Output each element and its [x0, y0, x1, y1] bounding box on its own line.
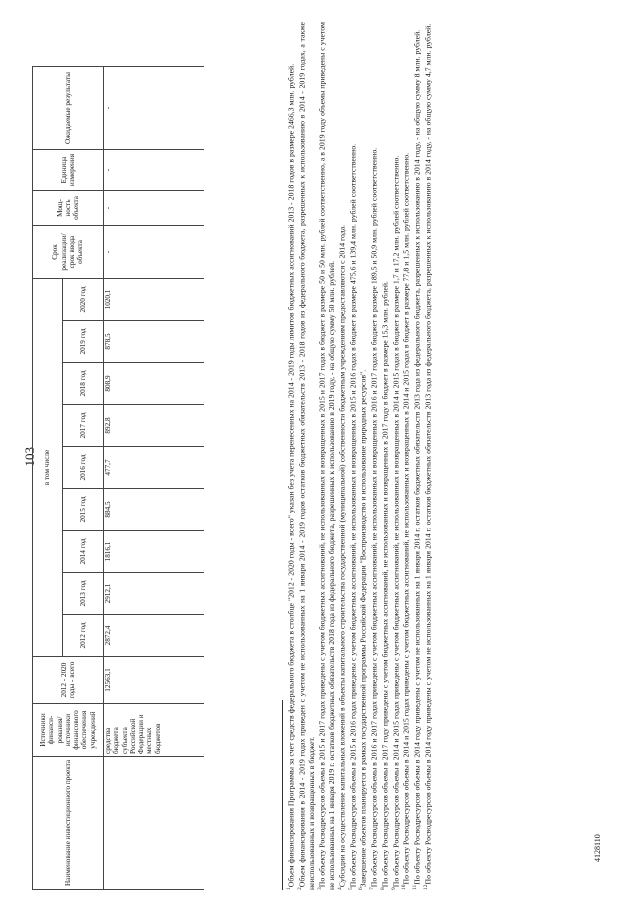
table-row: [104, 67, 205, 890]
footnote-number: 6: [358, 887, 365, 890]
year-header: 2013 год: [63, 573, 104, 615]
footnote-text: По объекту Росводресурсов объемы в 2014 году приведены с учетом не использованных на 1 января 2014 г. остатков бюджетных обязательств 2013 года из федерального бюджета, разрешенных к использованию в 2014 году, - на общую сумму 8 млн. рублей.: [412, 29, 422, 885]
cell-total: 12563,1: [104, 657, 205, 704]
header-in-that: в том числе: [33, 279, 63, 657]
cell-year-value: 884,5: [104, 489, 205, 531]
footnote: [380, 22, 390, 890]
footnote: [358, 22, 368, 890]
investment-table: [32, 66, 204, 890]
footnote-number: 3: [316, 887, 323, 890]
year-header: 2016 год: [63, 447, 104, 489]
footnote: [317, 22, 337, 890]
footnote: [401, 22, 411, 890]
document-id: 4128110: [593, 834, 602, 862]
footnote-number: 7: [369, 887, 376, 890]
footnote-number: 9: [390, 887, 397, 890]
footnote-number: 4: [337, 887, 344, 890]
footnote-text: По объекту Росводресурсов объемы в 2014 году приведены с учетом не использованных на 1 января 2014 г. остатков бюджетных обязательств 2013 года из федерального бюджета, разрешенных к использованию в 2014 году, - на общую сумму 4,7 млн. рублей.: [423, 23, 433, 885]
header-funding-source: Источники финанси-рования/ источники финансового обеспечения учреждений: [33, 704, 104, 757]
footnote-text: Объем финансирования Программы за счет средств федерального бюджета в столбце "2012 - 2020 годы - всего" указан без учета перенесенных на 2014 - 2019 годы лимитов бюджетных ассигнований 2013 - 2018 годов в размере 2466,3 млн. рублей.: [286, 63, 296, 888]
year-header: 2015 год: [63, 489, 104, 531]
year-header: 2014 год: [63, 531, 104, 573]
cell-year-value: 878,5: [104, 321, 205, 363]
header-project-name: Наименование инвестиционного проекта: [33, 757, 104, 890]
footnote: [391, 22, 401, 890]
cell-project-name: [104, 757, 205, 890]
footnote-text: Субсидии на осуществление капитальных вложений в объекты капитального строительства государственной (муниципальной) собственности бюджетным учреждениям предоставляются с 2014 года.: [337, 224, 347, 888]
footnote-text: По объекту Росводресурсов объемы в 2016 и 2017 годах приведены с учетом бюджетных ассигнований, не использованных и возвращенных в 2016 и 2017 годах в бюджет в размере 189,5 и 50,9 млн. рублей соответственно.: [369, 147, 379, 888]
footnote-number: 12: [422, 884, 429, 890]
footnote: [412, 22, 422, 890]
footnote-number: 2: [296, 887, 303, 890]
cell-unit: -: [104, 150, 205, 191]
cell-year-value: 808,9: [104, 363, 205, 405]
footnote-text: По объекту Росводресурсов объемы в 2015 и 2017 годах приведены с учетом бюджетных ассигнований, не использованных и возвращенных в 2015 и 2017 годах в бюджет в размере 50 и 50 млн. рублей соответственно, а в 2019 году объемы приведены с учетом не использованных на 1 января 2019 г. остатков бюджетных обязательств 2018 года из федерального бюджета, разрешенных к использованию в 2019 году, - на общую сумму 50 млн. рублей.: [317, 22, 336, 890]
cell-funding-source: средства бюджета субъекта Российской Федерации и местных бюджетов: [104, 704, 205, 757]
cell-capacity: -: [104, 191, 205, 226]
footnote: [337, 22, 347, 890]
header-total: 2012 - 2020 годы - всего: [33, 657, 104, 704]
footnote-text: По объекту Росводресурсов объемы в 2014 и 2015 годах приведены с учетом бюджетных ассигнований, не использованных и возвращенных в 2014 и 2015 годах в бюджет в размере 1,7 и 17,2 млн. рублей соответственно.: [391, 155, 401, 888]
header-result: Ожидаемые результаты: [33, 67, 104, 150]
cell-year-value: 1020,1: [104, 279, 205, 321]
footnote-number: 8: [379, 887, 386, 890]
footnote: [286, 22, 296, 890]
cell-year-value: 1816,1: [104, 531, 205, 573]
year-header: 2012 год: [63, 615, 104, 657]
footnote-number: 11: [411, 884, 418, 890]
header-unit: Единица измерения: [33, 150, 104, 191]
footnote-text: Объем финансирования в 2014 - 2019 годах приведен с учетом не использованных на 1 января 2014 - 2019 годов остатков бюджетных обязательств 2013 - 2018 годов из федерального бюджета, разрешенных к использованию в 2014 - 2019 годах, а также неиспользованных и возвращенных в бюджет.: [297, 22, 316, 890]
cell-year-value: 892,8: [104, 405, 205, 447]
footnotes: [282, 22, 433, 890]
footnote-text: По объекту Росводресурсов объемы в 2014 и 2015 годах приведены с учетом бюджетных ассигнований, не использованных и возвращенных в 2014 и 2015 годах в бюджет в размере 77,8 и 1,5 млн. рублей соответственно.: [401, 152, 411, 885]
header-capacity: Мощ-ность объекта: [33, 191, 104, 226]
footnote-text: По объекту Росводресурсов объемы в 2015 и 2016 годах приведены с учетом бюджетных ассигнований, не использованных и возвращенных в 2015 и 2016 годах в бюджет в размере 475,6 и 139,4 млн. рублей соответственно.: [348, 143, 358, 888]
year-header: 2017 год: [63, 405, 104, 447]
cell-year-value: 2912,1: [104, 573, 205, 615]
rotated-page-content: [32, 22, 622, 890]
table-header-row: [33, 67, 63, 890]
footnote-number: 10: [401, 884, 408, 890]
year-header: 2018 год: [63, 363, 104, 405]
footnote-number: 5: [347, 887, 354, 890]
header-term: Срок реализации/ срок ввода объекта: [33, 226, 104, 279]
cell-year-value: 477,7: [104, 447, 205, 489]
footnote-number: 1: [286, 887, 292, 890]
footnote: [369, 22, 379, 890]
footnote-text: По объекту Росводресурсов объемы в 2017 году приведены с учетом бюджетных ассигнований, не использованных и возвращенных в 2017 году в бюджет в размере 15,3 млн. рублей.: [380, 281, 390, 888]
page-number: 103: [22, 447, 37, 467]
footnote: [348, 22, 358, 890]
footnote-separator: [282, 700, 283, 890]
cell-year-value: 2872,4: [104, 615, 205, 657]
footnote: [423, 22, 433, 890]
footnote-text: Завершение объектов планируется в рамках государственной программы Российской Федерации "Воспроизводство и использование природных ресурсов".: [359, 369, 369, 888]
year-header: 2019 год: [63, 321, 104, 363]
cell-result: -: [104, 67, 205, 150]
footnote: [297, 22, 317, 890]
cell-term: -: [104, 226, 205, 279]
year-header: 2020 год: [63, 279, 104, 321]
